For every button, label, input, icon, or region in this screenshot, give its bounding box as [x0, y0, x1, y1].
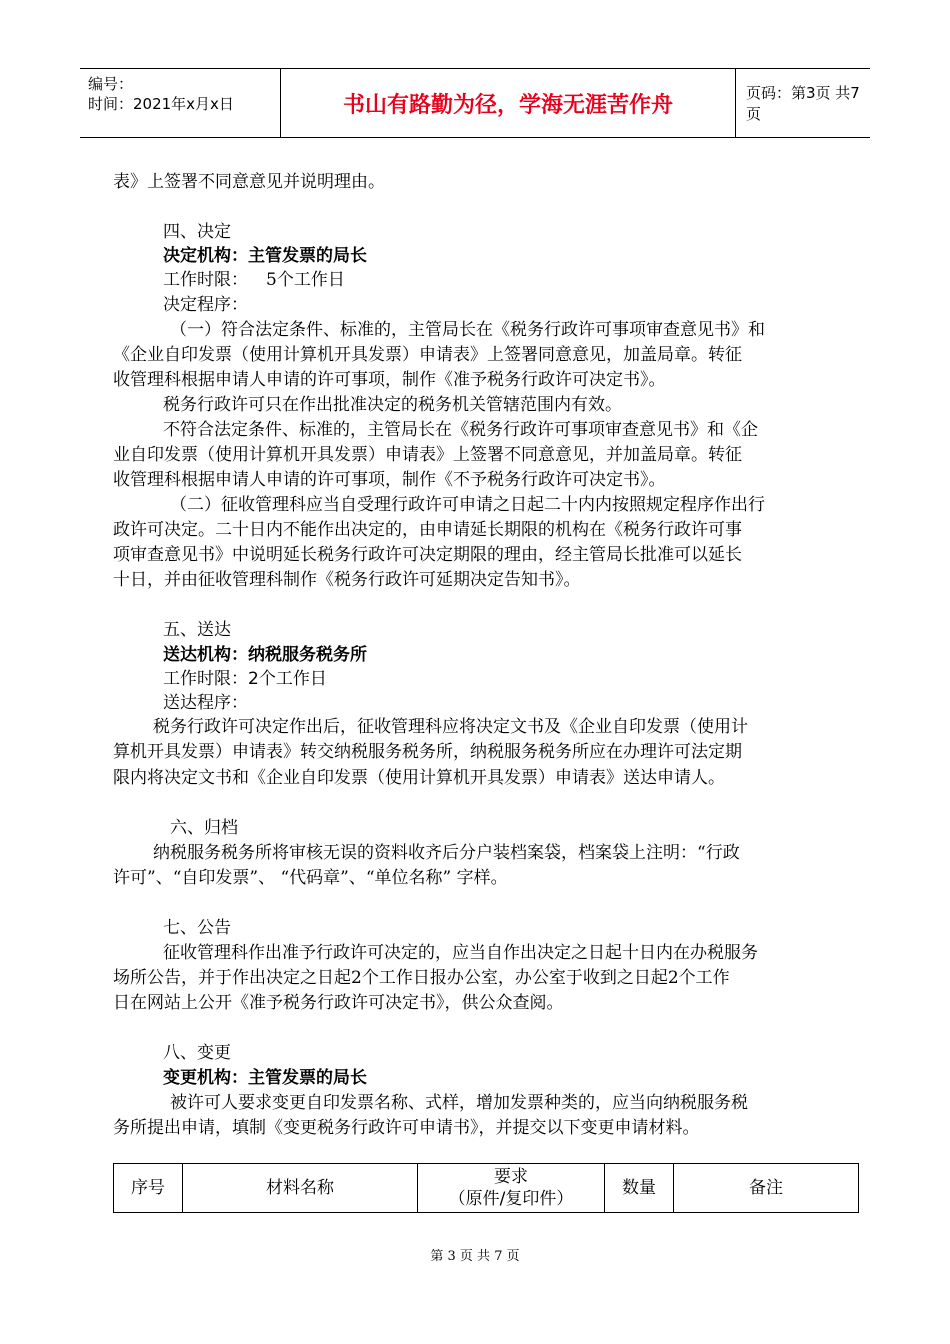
materials-table: [113, 1163, 859, 1213]
col-header-note: 备注: [674, 1164, 859, 1213]
col-header-requirement: [418, 1164, 605, 1213]
delivery-time-limit: 工作时限：2个工作日: [163, 669, 327, 689]
change-authority: 变更机构：主管发票的局长: [163, 1068, 367, 1088]
decision-authority: 决定机构：主管发票的局长: [163, 246, 367, 266]
requirement-line-2: （原件/复印件）: [448, 1189, 574, 1209]
page-header: [80, 68, 870, 138]
header-motto: 书山有路勤为径，学海无涯苦作舟: [281, 69, 736, 137]
number-label: 编号：: [88, 75, 134, 93]
body-line: 十日，并由征收管理科制作《税务行政许可延期决定告知书》。: [113, 570, 581, 590]
body-line: 许可”、“自印发票”、 “代码章”、“单位名称” 字样。: [113, 868, 508, 888]
body-line: 不符合法定条件、标准的，主管局长在《税务行政许可事项审查意见书》和《企: [163, 420, 758, 440]
body-line: 税务行政许可只在作出批准决定的税务机关管辖范围内有效。: [163, 395, 622, 415]
body-line: （一）符合法定条件、标准的，主管局长在《税务行政许可事项审查意见书》和: [170, 320, 765, 340]
body-line: 场所公告，并于作出决定之日起2个工作日报办公室，办公室于收到之日起2个工作: [113, 968, 730, 988]
section-heading-change: 八、变更: [163, 1043, 231, 1063]
body-line: 务所提出申请，填制《变更税务行政许可申请书》，并提交以下变更申请材料。: [113, 1118, 700, 1138]
page-footer: 第 3 页 共 7 页: [430, 1249, 520, 1264]
section-heading-announcement: 七、公告: [163, 918, 231, 938]
body-line: 税务行政许可决定作出后，征收管理科应将决定文书及《企业自印发票（使用计: [153, 717, 748, 737]
delivery-procedure-label: 送达程序：: [163, 693, 248, 713]
header-page-label: 页码：第3页 共7页: [746, 84, 860, 123]
requirement-line-1: 要求: [494, 1167, 528, 1187]
body-line: 纳税服务税务所将审核无误的资料收齐后分户装档案袋，档案袋上注明：“行政: [153, 843, 740, 863]
body-line: 征收管理科作出准予行政许可决定的，应当自作出决定之日起十日内在办税服务: [163, 943, 758, 963]
decision-time-limit: [163, 268, 345, 292]
body-line: 收管理科根据申请人申请的许可事项，制作《准予税务行政许可决定书》。: [113, 370, 666, 390]
body-line: 被许可人要求变更自印发票名称、式样，增加发票种类的，应当向纳税服务税: [170, 1093, 748, 1113]
decision-procedure-label: 决定程序：: [163, 295, 248, 315]
body-line: 业自印发票（使用计算机开具发票）申请表》上签署不同意意见，并加盖局章。转征: [113, 445, 742, 465]
time-limit-label: 工作时限：: [163, 270, 248, 290]
section-heading-delivery: 五、送达: [163, 620, 231, 640]
delivery-authority: 送达机构：纳税服务税务所: [163, 645, 367, 665]
body-line: 限内将决定文书和《企业自印发票（使用计算机开具发票）申请表》送达申请人。: [113, 768, 725, 788]
body-line: 表》上签署不同意意见并说明理由。: [113, 172, 385, 192]
col-header-quantity: 数量: [605, 1164, 674, 1213]
body-line: 《企业自印发票（使用计算机开具发票）申请表》上签署同意意见，加盖局章。转征: [113, 345, 742, 365]
header-meta-cell: [80, 69, 281, 137]
time-limit-value: 5个工作日: [266, 270, 345, 290]
col-header-no: 序号: [114, 1164, 183, 1213]
body-line: 项审查意见书》中说明延长税务行政许可决定期限的理由，经主管局长批准可以延长: [113, 545, 742, 565]
body-line: 政许可决定。二十日内不能作出决定的，由申请延长期限的机构在《税务行政许可事: [113, 520, 742, 540]
body-line: 收管理科根据申请人申请的许可事项，制作《不予税务行政许可决定书》。: [113, 470, 666, 490]
section-heading-archive: 六、归档: [170, 818, 238, 838]
body-line: 日在网站上公开《准予税务行政许可决定书》，供公众查阅。: [113, 993, 564, 1013]
body-line: 算机开具发票）申请表》转交纳税服务税务所，纳税服务税务所应在办理许可法定期: [113, 742, 742, 762]
time-label: 时间：2021年x月x日: [88, 95, 234, 113]
col-header-name: 材料名称: [183, 1164, 418, 1213]
section-heading-decision: 四、决定: [163, 222, 231, 242]
table-header-row: [114, 1164, 859, 1213]
body-line: （二）征收管理科应当自受理行政许可申请之日起二十内内按照规定程序作出行: [170, 495, 765, 515]
